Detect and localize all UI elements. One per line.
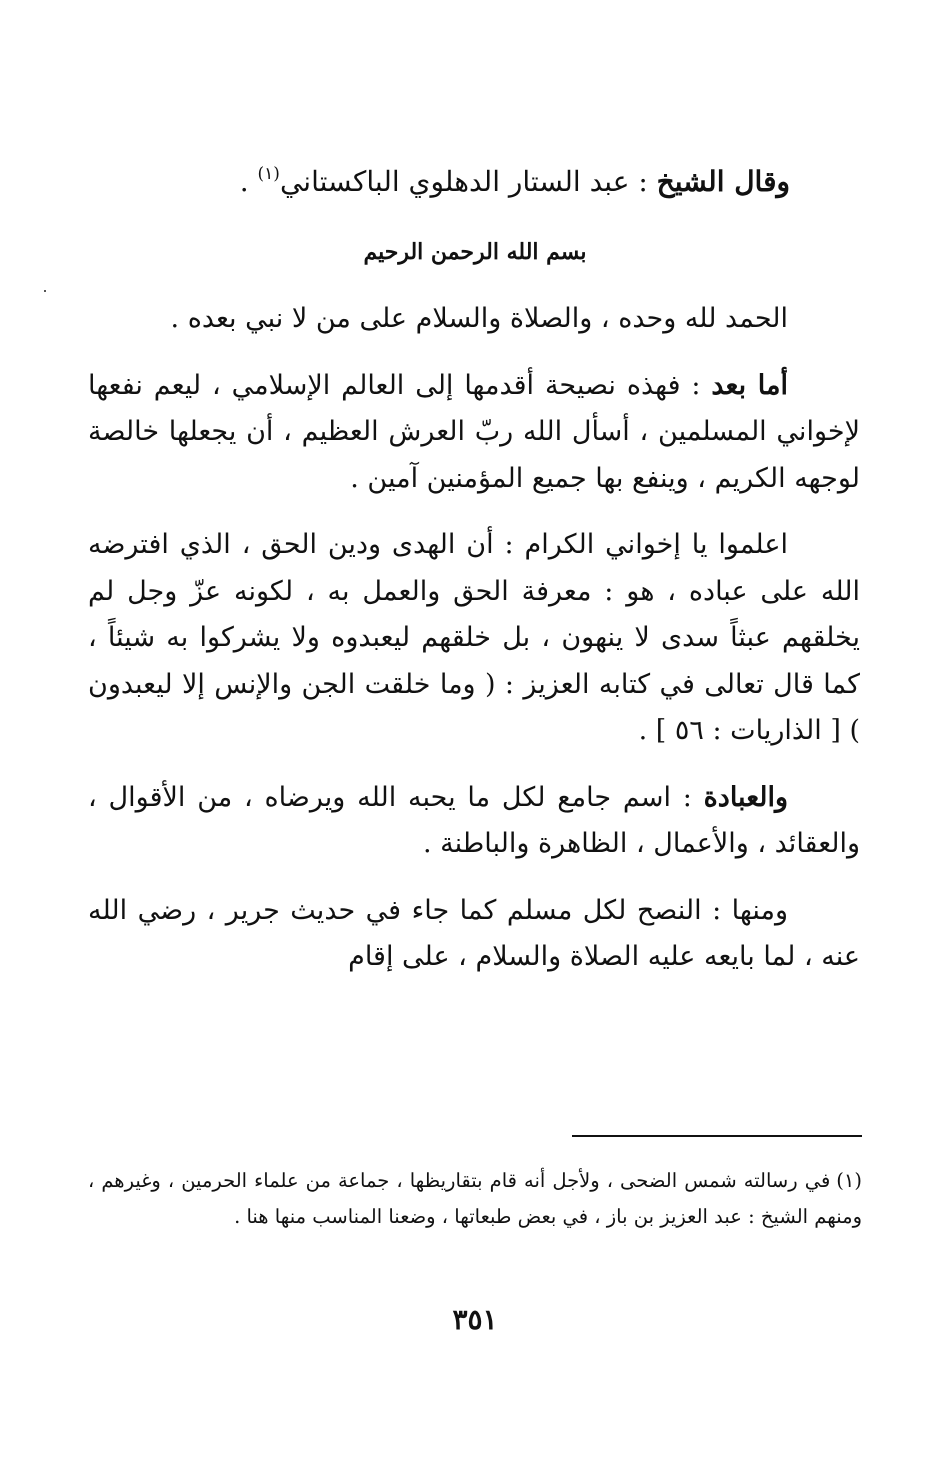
paragraph-intro-lead: أما بعد	[711, 369, 788, 401]
heading-speaker-label: وقال الشيخ	[656, 165, 790, 198]
heading-author-name: : عبد الستار الدهلوي الباكستاني	[279, 165, 657, 198]
paragraph-intro-text: : فهذه نصيحة أقدمها إلى العالم الإسلامي ، ليعم نفعها لإخواني المسلمين ، أسأل الله ربّ العرش العظيم ، أن يجعلها خالصة لوجهه الكريم ، وينفع بها جميع المؤمنين آمين .	[88, 369, 860, 494]
paragraph-worship-lead: والعبادة	[703, 781, 788, 813]
scan-speck	[44, 290, 46, 292]
paragraph-worship	[88, 775, 860, 868]
paragraph-worship-text: : اسم جامع لكل ما يحبه الله ويرضاه ، من الأقوال ، والعقائد ، والأعمال ، الظاهرة والباطنة .	[88, 781, 860, 859]
page-number: ٣٥١	[452, 1303, 498, 1336]
footnote-text: في رسالته شمس الضحى ، ولأجل أنه قام بتقاريظها ، جماعة من علماء الحرمين ، وغيرهم ، ومنهم الشيخ : عبد العزيز بن باز ، في بعض طبعاتها ، وضعنا المناسب منها هنا .	[88, 1169, 862, 1228]
footnote-divider	[572, 1135, 862, 1137]
paragraph-advice: ومنها : النصح لكل مسلم كما جاء في حديث جرير ، رضي الله عنه ، لما بايعه عليه الصلاة والسلام ، على إقام	[88, 894, 860, 972]
section-heading	[150, 150, 790, 206]
paragraph-guidance: اعلموا يا إخواني الكرام : أن الهدى ودين الحق ، الذي افترضه الله على عباده ، هو : معرفة الحق والعمل به ، لكونه عزّ وجل لم يخلقهم عبثاً سدى لا ينهون ، بل خلقهم ليعبدوه ولا يشركوا به شيئاً ، كما قال تعالى في كتابه العزيز : ( وما خلقت الجن والإنس إلا ليعبدون ) [ الذاريات : ٥٦ ] .	[88, 529, 860, 746]
footnote	[88, 1163, 862, 1235]
basmala-calligraphy: بسم الله الرحمن الرحيم	[363, 239, 587, 265]
main-text	[88, 296, 860, 1001]
paragraph-intro	[88, 363, 860, 503]
paragraph-praise: الحمد لله وحده ، والصلاة والسلام على من لا نبي بعده .	[170, 303, 788, 334]
heading-end-mark: .	[239, 165, 258, 198]
footnote-marker: (١)	[836, 1169, 862, 1192]
footnote-reference: (١)	[257, 164, 280, 184]
